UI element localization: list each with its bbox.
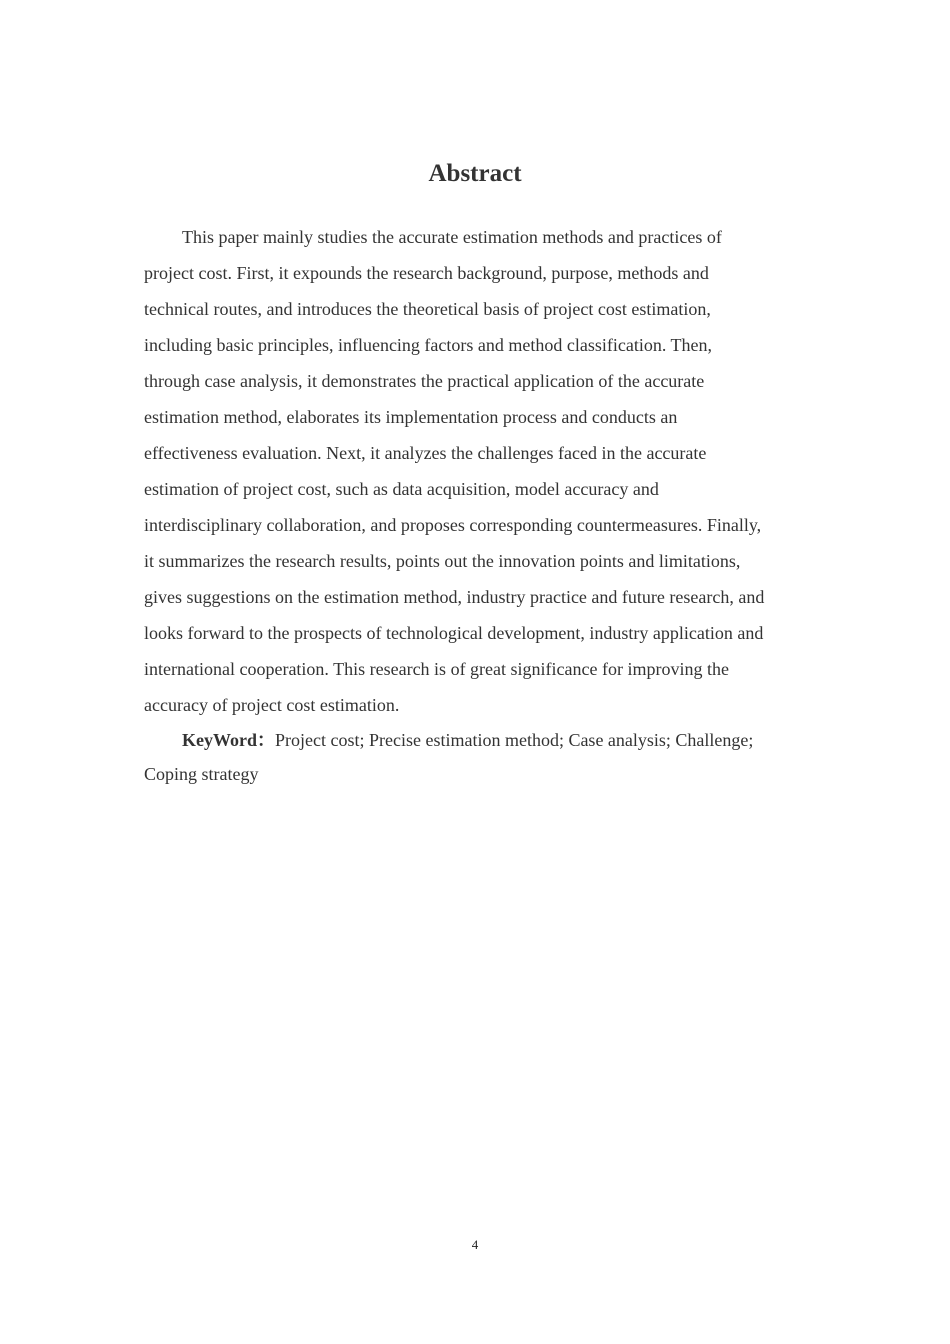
abstract-paragraph — [144, 219, 806, 723]
abstract-line: through case analysis, it demonstrates the practical application of the accurate — [144, 371, 705, 391]
keywords-line-continued: Coping strategy — [144, 764, 259, 784]
abstract-line: international cooperation. This research is of great significance for improving the — [144, 659, 729, 679]
page-title: Abstract — [428, 160, 522, 187]
abstract-line: interdisciplinary collaboration, and proposes corresponding countermeasures. Finally, — [144, 515, 762, 535]
keywords-values: Project cost; Precise estimation method; Case analysis; Challenge; — [275, 730, 754, 750]
abstract-line: effectiveness evaluation. Next, it analyzes the challenges faced in the accurate — [144, 443, 707, 463]
abstract-line: This paper mainly studies the accurate estimation methods and practices of — [182, 227, 722, 247]
abstract-line: including basic principles, influencing factors and method classification. Then, — [144, 335, 713, 355]
abstract-line: looks forward to the prospects of technological development, industry application and — [144, 623, 764, 643]
abstract-line: estimation of project cost, such as data acquisition, model accuracy and — [144, 479, 659, 499]
abstract-line: gives suggestions on the estimation method, industry practice and future research, and — [144, 587, 765, 607]
keywords-line — [144, 723, 806, 757]
abstract-line: estimation method, elaborates its implementation process and conducts an — [144, 407, 678, 427]
abstract-line: accuracy of project cost estimation. — [144, 695, 400, 715]
page-number: 4 — [471, 1237, 479, 1252]
abstract-line: it summarizes the research results, points out the innovation points and limitations, — [144, 551, 741, 571]
abstract-line: technical routes, and introduces the theoretical basis of project cost estimation, — [144, 299, 711, 319]
keywords-paragraph — [144, 723, 806, 791]
keywords-label: KeyWord： — [182, 730, 275, 750]
abstract-line: project cost. First, it expounds the research background, purpose, methods and — [144, 263, 709, 283]
